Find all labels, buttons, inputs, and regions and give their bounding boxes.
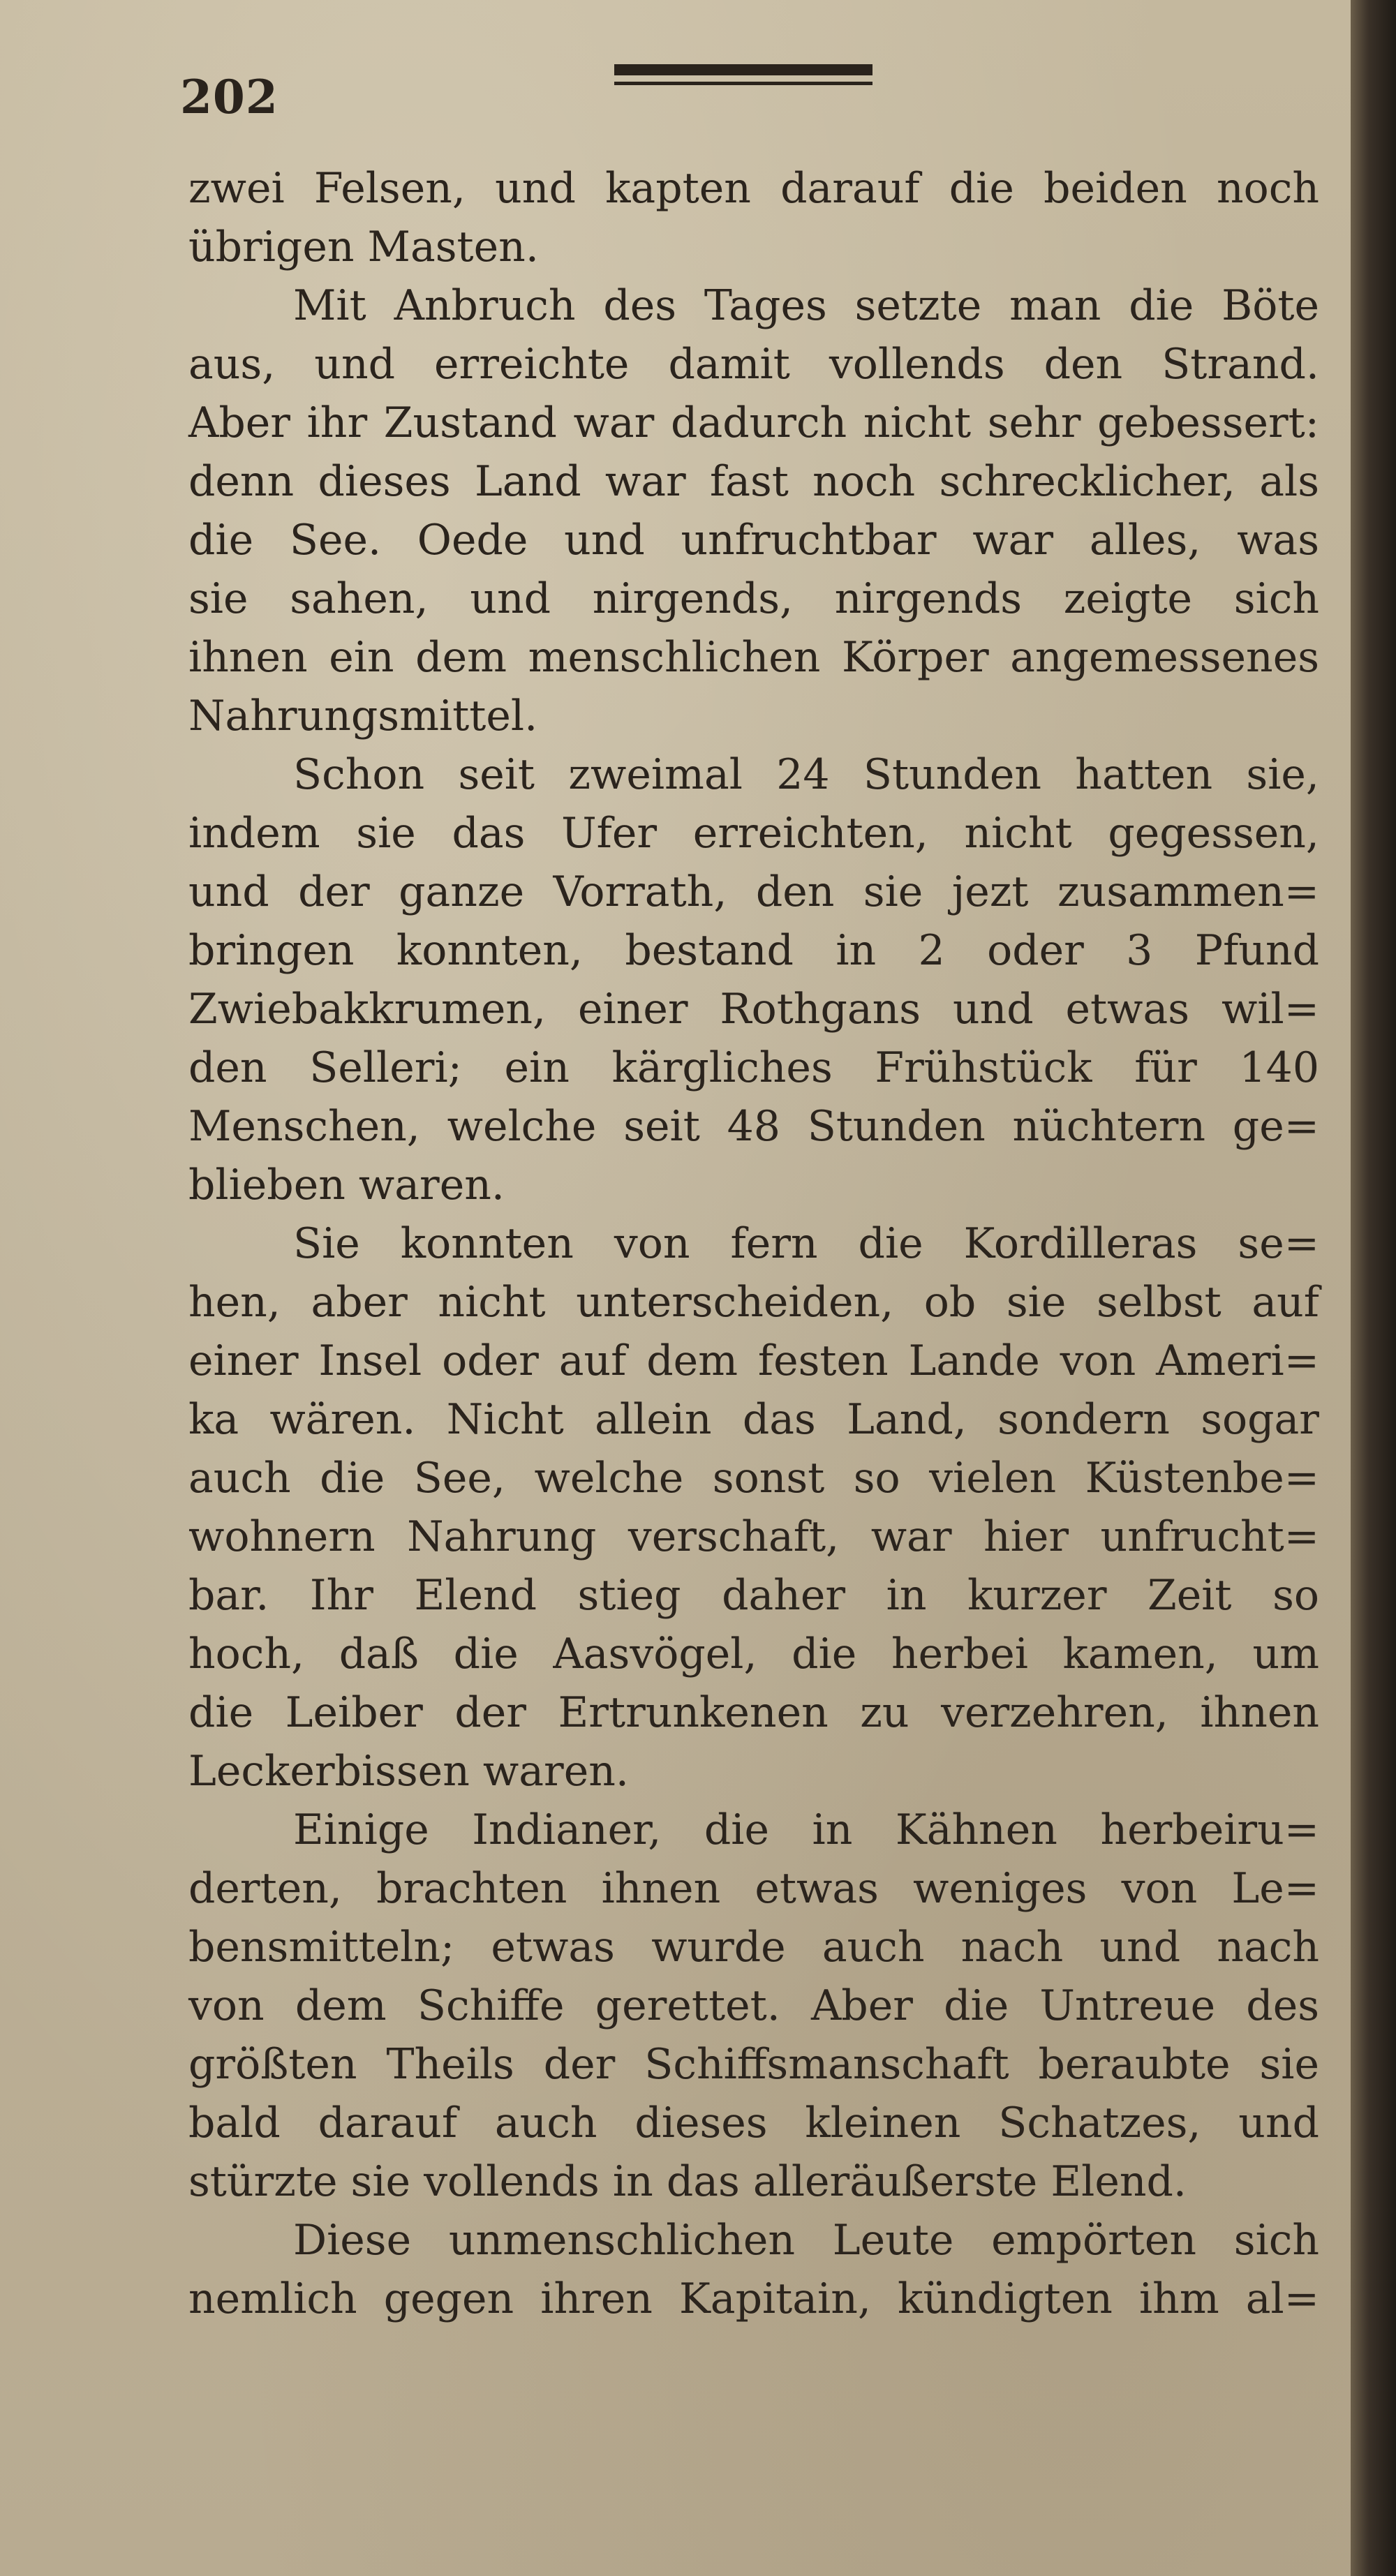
page-number: 202 bbox=[180, 70, 279, 124]
text-line: stürzte sie vollends in das alleräußerste Elend. bbox=[188, 2157, 1187, 2206]
text-line: die See. Oede und unfruchtbar war alles, was bbox=[188, 516, 1319, 565]
text-line: aus, und erreichte damit vollends den Strand. bbox=[188, 340, 1319, 389]
text-line: bensmitteln; etwas wurde auch nach und nach bbox=[188, 1923, 1319, 1972]
text-line: zwei Felsen, und kapten darauf die beiden noch bbox=[188, 164, 1319, 213]
text-line: nemlich gegen ihren Kapitain, kündigten ihm al= bbox=[188, 2275, 1319, 2323]
text-line: sie sahen, und nirgends, nirgends zeigte sich bbox=[188, 574, 1319, 623]
text-line: bald darauf auch dieses kleinen Schatzes, und bbox=[188, 2099, 1319, 2147]
text-line: hoch, daß die Aasvögel, die herbei kamen, um bbox=[188, 1630, 1319, 1678]
text-line: bar. Ihr Elend stieg daher in kurzer Zeit so bbox=[188, 1571, 1319, 1620]
text-line: Nahrungsmittel. bbox=[188, 692, 538, 740]
text-line: Einige Indianer, die in Kähnen herbeiru= bbox=[293, 1806, 1319, 1854]
text-line: bringen konnten, bestand in 2 oder 3 Pfund bbox=[188, 926, 1319, 975]
text-line: Diese unmenschlichen Leute empörten sich bbox=[293, 2216, 1319, 2265]
text-line: Aber ihr Zustand war dadurch nicht sehr gebessert: bbox=[188, 399, 1319, 447]
text-line: denn dieses Land war fast noch schrecklicher, als bbox=[188, 457, 1319, 506]
text-line: Leckerbissen waren. bbox=[188, 1747, 629, 1796]
text-line: auch die See, welche sonst so vielen Küstenbe= bbox=[188, 1454, 1319, 1503]
text-line: ihnen ein dem menschlichen Körper angemessenes bbox=[188, 633, 1319, 682]
text-line: Mit Anbruch des Tages setzte man die Böte bbox=[293, 281, 1319, 330]
text-line: übrigen Masten. bbox=[188, 223, 539, 271]
text-line: einer Insel oder auf dem festen Lande von Ameri= bbox=[188, 1337, 1319, 1385]
header-rule-thick bbox=[614, 64, 872, 75]
text-line: Zwiebakkrumen, einer Rothgans und etwas wil= bbox=[188, 985, 1319, 1034]
text-line: ka wären. Nicht allein das Land, sondern sogar bbox=[188, 1395, 1319, 1444]
text-line: Sie konnten von fern die Kordilleras se= bbox=[293, 1219, 1319, 1268]
text-line: größten Theils der Schiffsmanschaft beraubte sie bbox=[188, 2040, 1319, 2089]
text-line: die Leiber der Ertrunkenen zu verzehren, ihnen bbox=[188, 1688, 1319, 1737]
text-line: indem sie das Ufer erreichten, nicht gegessen, bbox=[188, 809, 1319, 858]
body-text bbox=[188, 159, 1319, 2328]
text-line: derten, brachten ihnen etwas weniges von Le= bbox=[188, 1864, 1319, 1913]
header-rule-thin bbox=[614, 82, 872, 85]
book-spine-edge bbox=[1351, 0, 1396, 2576]
text-line: hen, aber nicht unterscheiden, ob sie selbst auf bbox=[188, 1278, 1319, 1327]
text-line: wohnern Nahrung verschaft, war hier unfrucht= bbox=[188, 1512, 1319, 1561]
text-line: Schon seit zweimal 24 Stunden hatten sie, bbox=[293, 750, 1319, 799]
text-line: und der ganze Vorrath, den sie jezt zusammen= bbox=[188, 868, 1319, 916]
text-line: blieben waren. bbox=[188, 1161, 505, 1209]
text-line: Menschen, welche seit 48 Stunden nüchtern ge= bbox=[188, 1102, 1319, 1151]
text-line: den Selleri; ein kärgliches Frühstück für 140 bbox=[188, 1043, 1319, 1092]
text-line: von dem Schiffe gerettet. Aber die Untreue des bbox=[188, 1981, 1319, 2030]
